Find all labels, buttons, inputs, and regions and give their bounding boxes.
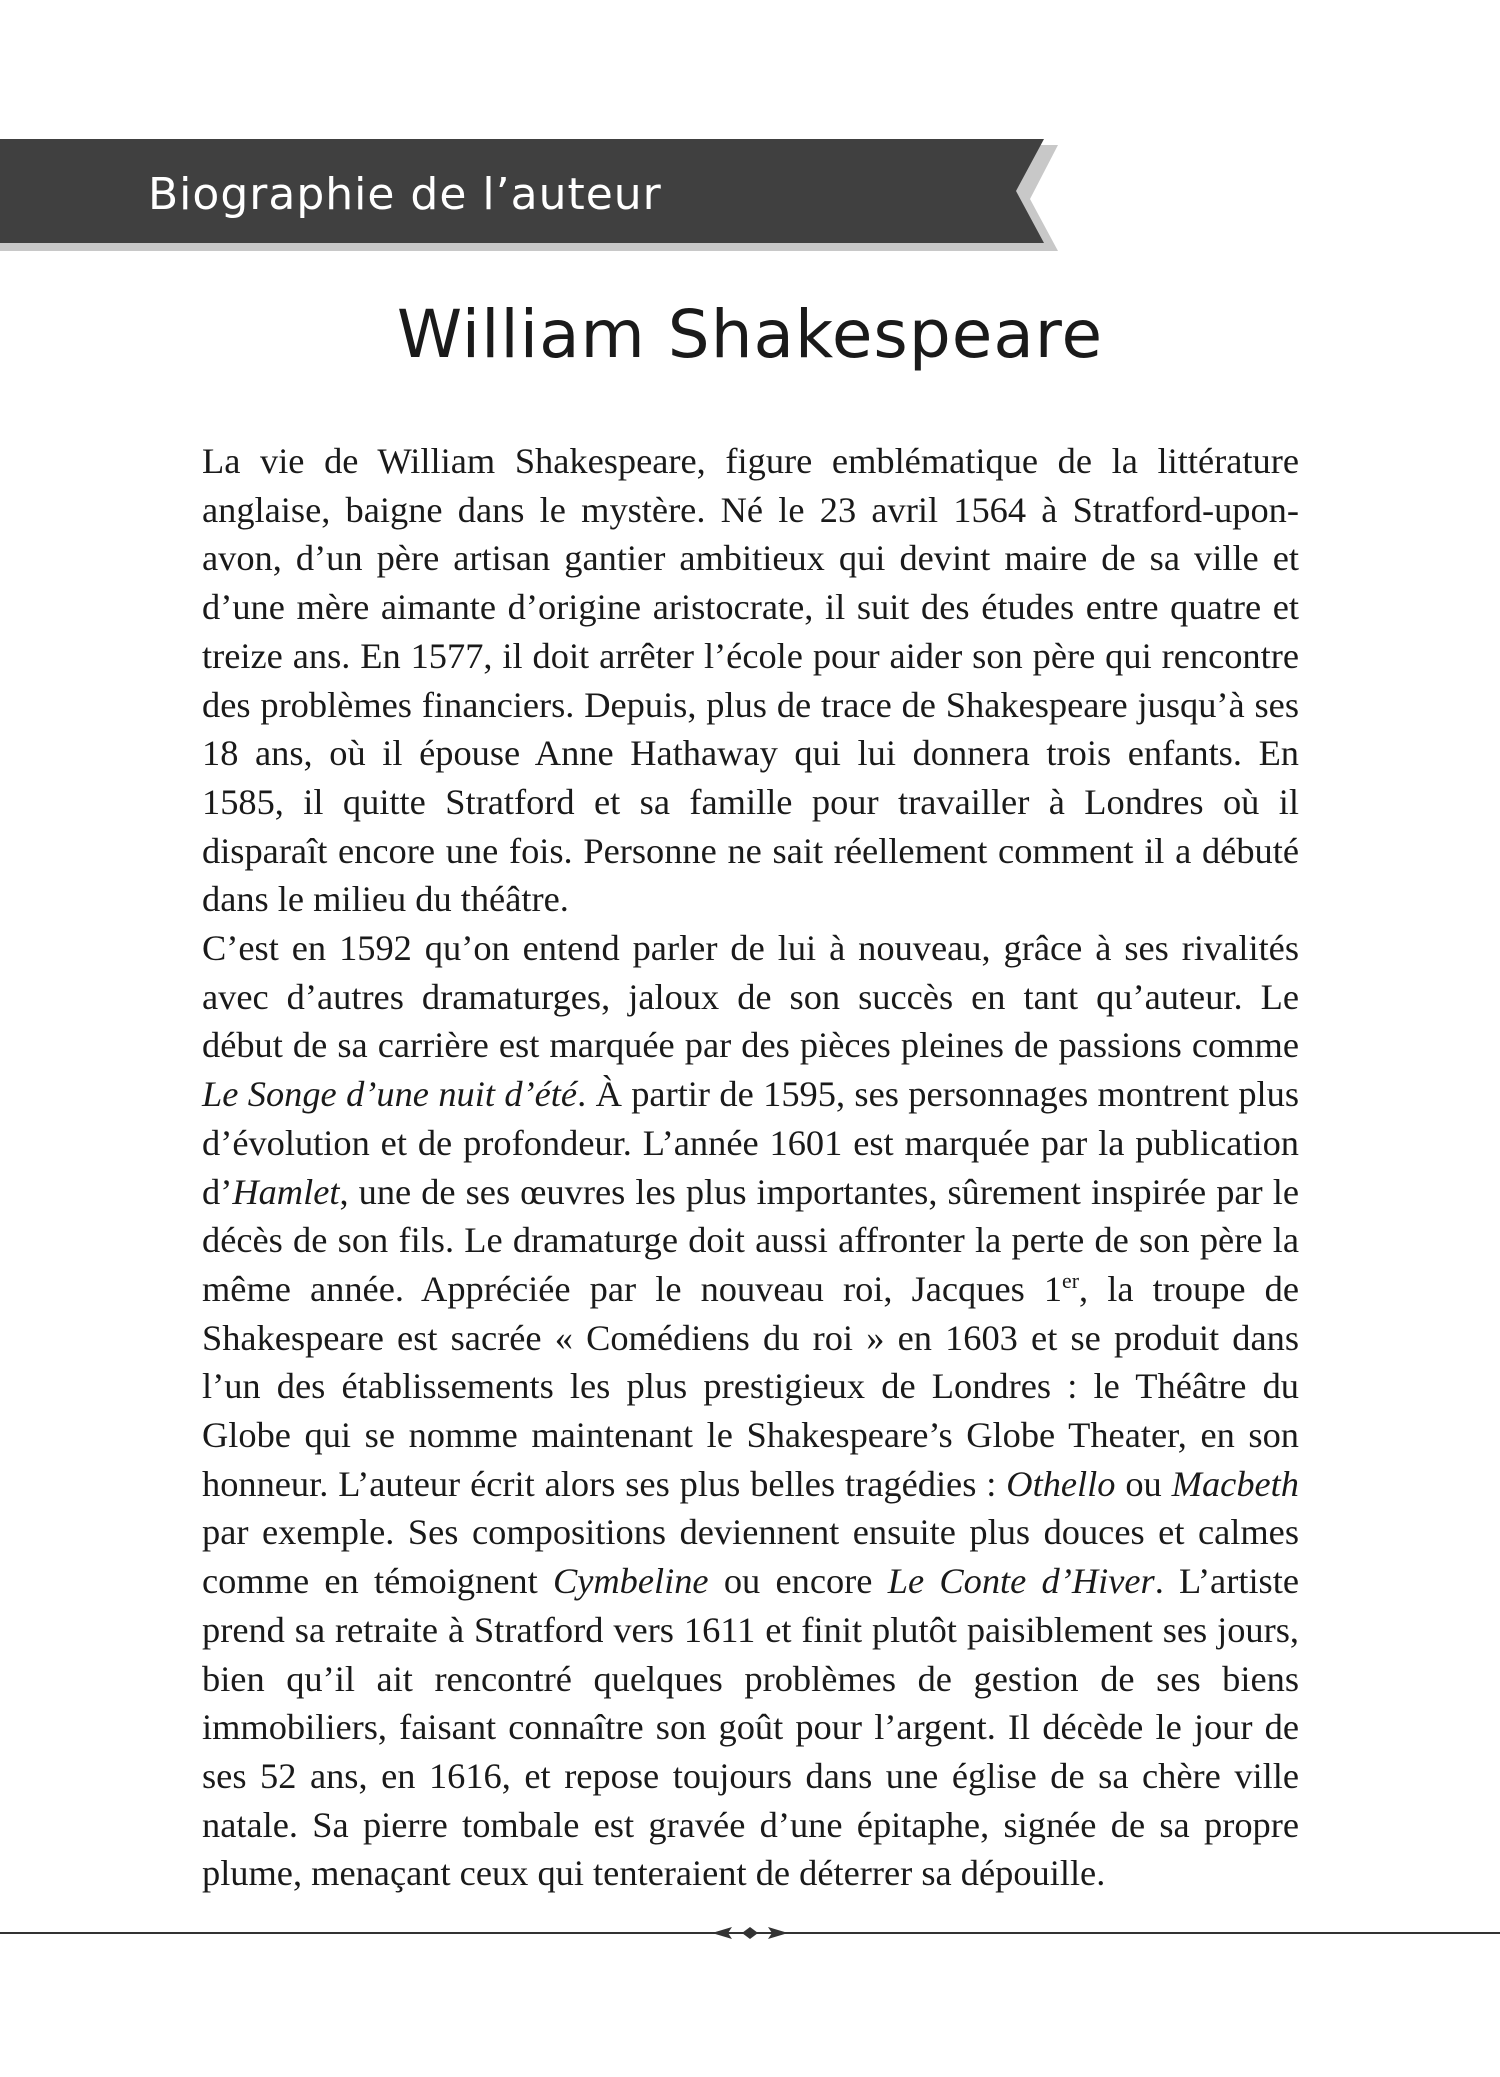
text-run: ou encore — [708, 1561, 888, 1602]
page-title: William Shakespeare — [396, 296, 1104, 373]
text-run: La vie de William Shakespeare, figure emblématique de la littérature anglaise, baigne dans le mystère. Né le 23 avril 1564 à Stratford-upon-avon, d’un père artisan gantier ambitieux qui devint maire de sa ville et d’une mère aimante d’origine aristocrate, il suit des études entre quatre et treize ans. En 1577, il doit arrêter l’école pour aider son père qui rencontre des problèmes financiers. Depuis, plus de trace de Shakespeare jusqu’à ses 18 ans, où il épouse Anne Hathaway qui lui donnera trois enfants. En 1585, il quitte Stratford et sa famille pour travailler à Londres où il disparaît encore une fois. Personne ne sait réellement comment il a débuté dans le milieu du théâtre. — [202, 441, 1299, 920]
paragraph — [202, 437, 1299, 924]
footer-ornament-rule — [0, 1918, 1500, 1948]
superscript-run: er — [1062, 1268, 1080, 1293]
section-banner-label: Biographie de l’auteur — [148, 169, 662, 220]
text-run: . À partir de 1595, ses personnages montrent plus d’évolution et de profondeur. L’année 1601 est marquée par la publication d’ — [202, 1074, 1299, 1212]
italic-title-run: Cymbeline — [552, 1561, 709, 1602]
italic-title-run: Hamlet — [232, 1171, 340, 1212]
text-run: C’est en 1592 qu’on entend parler de lui à nouveau, grâce à ses rivalités avec d’autres dramaturges, jaloux de son succès en tant qu’auteur. Le début de sa carrière est marquée par des pièces pleines de passions comme — [202, 928, 1299, 1066]
ornament-center-diamond — [742, 1927, 758, 1939]
biography-text — [202, 437, 1299, 1898]
italic-title-run: Macbeth — [1171, 1463, 1299, 1504]
italic-title-run: Le Conte d’Hiver — [887, 1561, 1155, 1602]
text-run: . L’artiste prend sa retraite à Stratford vers 1611 et finit plutôt paisiblement ses jours, bien qu’il ait rencontré quelques problèmes de gestion de ses biens immobiliers, faisant connaître son goût pour l’argent. Il décède le jour de ses 52 ans, en 1616, et repose toujours dans une église de sa chère ville natale. Sa pierre tombale est gravée d’une épitaphe, signée de sa propre plume, menaçant ceux qui tenteraient de déterrer sa dépouille. — [202, 1561, 1299, 1894]
text-run: par exemple. Ses compositions deviennent ensuite plus douces et calmes comme en témoignent — [202, 1512, 1299, 1602]
italic-title-run: Le Songe d’une nuit d’été — [202, 1074, 578, 1115]
text-run: , la troupe de Shakespeare est sacrée « Comédiens du roi » en 1603 et se produit dans l’un des établissements les plus prestigieux de Londres : le Théâtre du Globe qui se nomme maintenant le Shakespeare’s Globe Theater, en son honneur. L’auteur écrit alors ses plus belles tragédies : — [202, 1268, 1299, 1504]
italic-title-run: Othello — [1006, 1463, 1116, 1504]
text-run: ou — [1115, 1463, 1172, 1504]
section-banner — [0, 139, 1060, 251]
text-run: , une de ses œuvres les plus importantes, sûrement inspirée par le décès de son fils. Le dramaturge doit aussi affronter la perte de son père la même année. Appréciée par le nouveau roi, Jacques 1 — [202, 1171, 1299, 1309]
paragraph — [202, 924, 1299, 1898]
